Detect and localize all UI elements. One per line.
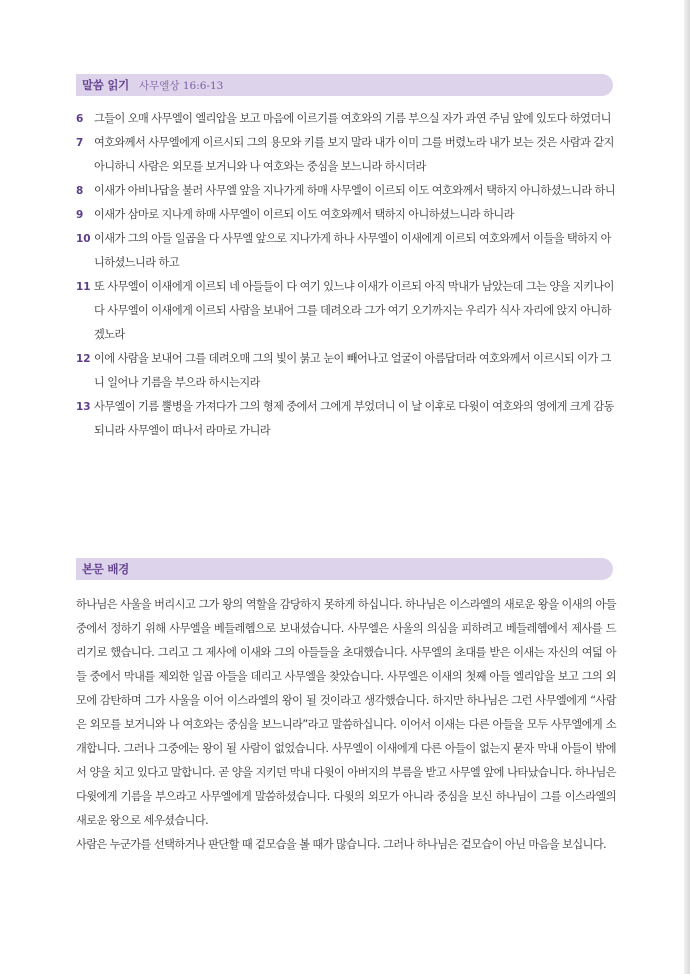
verse-item [76,275,616,347]
verse-number: 11 [76,281,91,293]
background-paragraph: 사람은 누군가를 선택하거나 판단할 때 겉모습을 볼 때가 많습니다. 그러나 하나님은 겉모습이 아닌 마음을 보십니다. [76,838,607,851]
background-paragraph: 하나님은 사울을 버리시고 그가 왕의 역할을 감당하지 못하게 하십니다. 하나님은 이스라엘의 새로운 왕을 이새의 아들 중에서 정하기 위해 사무엘을 베들레헴으로 보내셨습니다. 사무엘은 사울의 의심을 피하려고 베들레헴에서 제사를 드리기로 했습니다. 그리고 그 제사에 이새와 그의 아들들을 초대했습니다. 사무엘의 초대를 받은 이새는 자신의 여덟 아들 중에서 막내를 제외한 일곱 아들을 데리고 사무엘을 찾았습니다. 사무엘은 이새의 첫째 아들 엘리압을 보고 그의 외모에 감탄하며 그가 사울을 이어 이스라엘의 왕이 될 것이라고 생각했습니다. 하지만 하나님은 그런 사무엘에게 “사람은 외모를 보거니와 나 여호와는 중심을 보느니라”라고 말씀하십니다. 이어서 이새는 다른 아들을 모두 사무엘에게 소개합니다. 그러나 그중에는 왕이 될 사람이 없었습니다. 사무엘이 이새에게 다른 아들이 없는지 묻자 막내 아들이 밖에서 양을 치고 있다고 말합니다. 곧 양을 지키던 막내 다윗이 아버지의 부름을 받고 사무엘 앞에 나타났습니다. 하나님은 다윗에게 기름을 부으라고 사무엘에게 말씀하셨습니다. 다윗의 외모가 아니라 중심을 보신 하나님이 그를 이스라엘의 새로운 왕으로 세우셨습니다. [76,598,616,827]
verse-item [76,179,616,203]
verse-number: 8 [76,185,84,197]
verse-number: 12 [76,353,91,365]
verse-text: 이새가 삼마로 지나게 하매 사무엘이 이르되 이도 여호와께서 택하지 아니하셨느니라 하니라 [94,208,514,221]
verse-number: 6 [76,113,84,125]
verse-item [76,107,616,131]
verse-item [76,395,616,443]
verse-text: 이새가 아비나답을 불러 사무엘 앞을 지나가게 하매 사무엘이 이르되 이도 여호와께서 택하지 아니하셨느니라 하니 [94,184,616,197]
verse-item [76,347,616,395]
verse-text: 이에 사람을 보내어 그를 데려오매 그의 빛이 붉고 눈이 빼어나고 얼굴이 아름답더라 여호와께서 이르시되 이가 그니 일어나 기름을 부으라 하시는지라 [94,352,611,389]
verse-text: 이새가 그의 아들 일곱을 다 사무엘 앞으로 지나가게 하나 사무엘이 이새에게 이르되 여호와께서 이들을 택하지 아니하셨느니라 하고 [94,232,611,269]
verse-text: 또 사무엘이 이새에게 이르되 네 아들들이 다 여기 있느냐 이새가 이르되 아직 막내가 남았는데 그는 양을 지키나이다 사무엘이 이새에게 이르되 사람을 보내어 그를 데려오라 그가 여기 오기까지는 우리가 식사 자리에 앉지 아니하겠노라 [94,280,614,341]
verse-item [76,203,616,227]
background-section-title: 본문 배경 [82,562,129,576]
verse-number: 13 [76,401,91,413]
page-edge-shadow [684,0,690,974]
verse-item [76,131,616,179]
reading-section-header [76,74,613,96]
reading-section-title: 말씀 읽기 [82,78,129,92]
verse-item [76,227,616,275]
verse-text: 여호와께서 사무엘에게 이르시되 그의 용모와 키를 보지 말라 내가 이미 그를 버렸노라 내가 보는 것은 사람과 같지 아니하니 사람은 외모를 보거니와 나 여호와는 중심을 보느니라 하시더라 [94,136,614,173]
verse-text: 그들이 오매 사무엘이 엘리압을 보고 마음에 이르기를 여호와의 기름 부으실 자가 과연 주님 앞에 있도다 하였더니 [94,112,611,125]
verse-list [76,107,616,443]
verse-number: 9 [76,209,84,221]
scripture-reference: 사무엘상 16:6-13 [138,79,224,92]
verse-number: 10 [76,233,91,245]
background-section-header [76,558,613,580]
verse-text: 사무엘이 기름 뿔병을 가져다가 그의 형제 중에서 그에게 부었더니 이 날 이후로 다윗이 여호와의 영에게 크게 감동되니라 사무엘이 떠나서 라마로 가니라 [94,400,614,437]
verse-number: 7 [76,137,84,149]
background-body [76,593,616,857]
